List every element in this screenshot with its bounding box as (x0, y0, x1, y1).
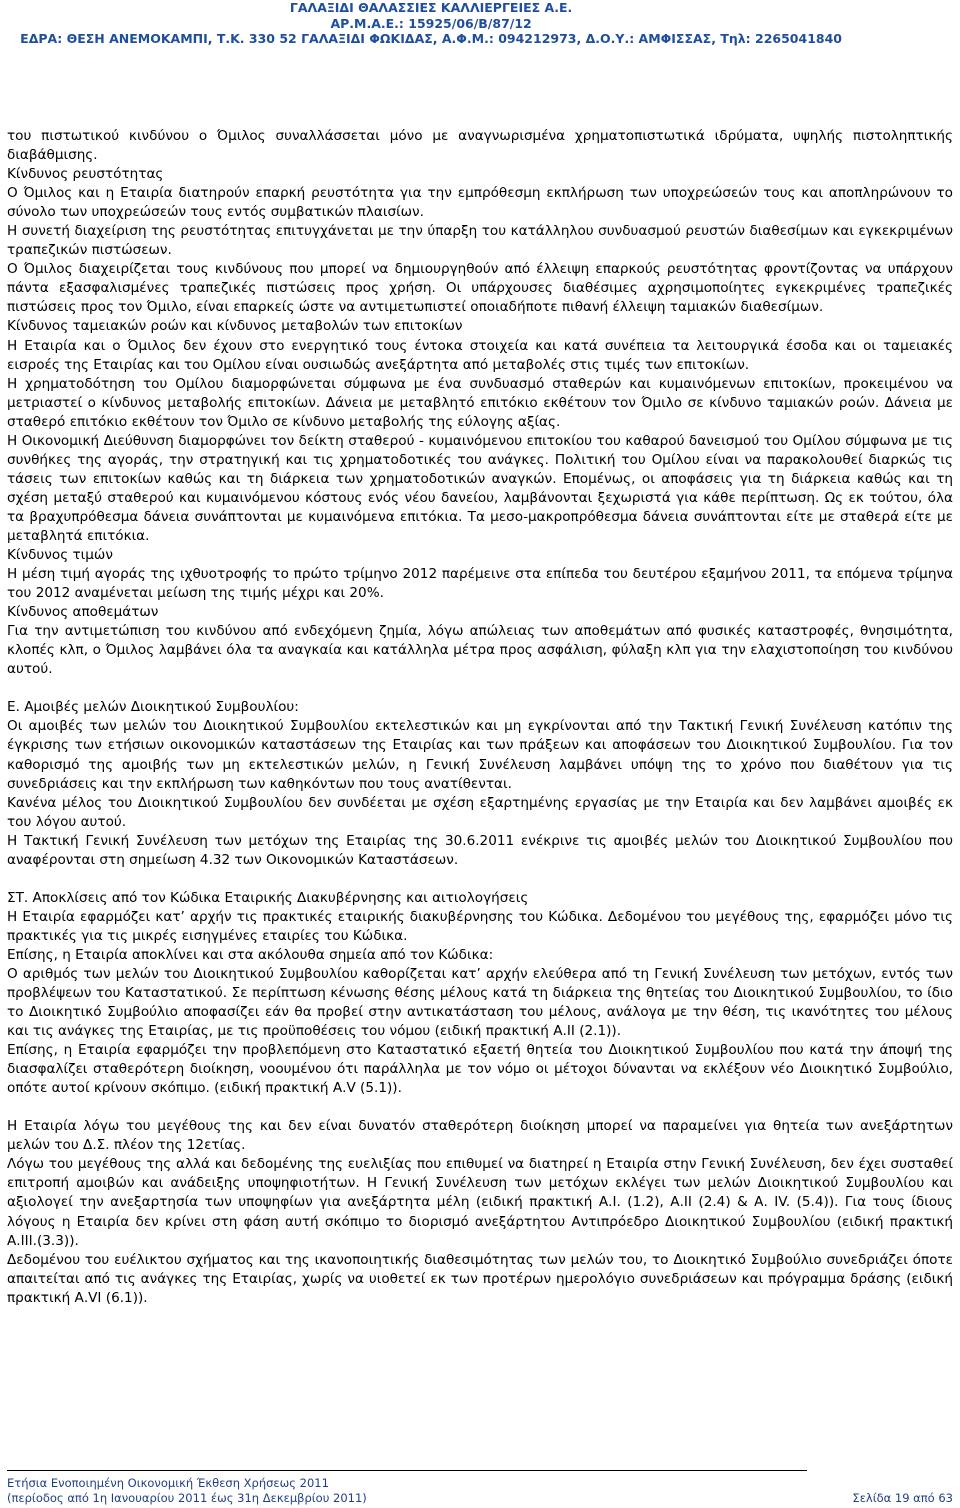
paragraph: Για την αντιμετώπιση του κινδύνου από ενδεχόμενη ζημία, λόγω απώλειας των αποθεμάτων από φυσικές καταστροφές, θνησιμότητα, κλοπές κλπ, ο Όμιλος λαμβάνει όλα τα αναγκαία και κατάλληλα μέτρα προς ασφάλιση, φύλαξη κλπ για την ελαχιστοποίηση του κινδύνου αυτού. (7, 623, 953, 678)
paragraph: Η Εταιρία και ο Όμιλος δεν έχουν στο ενεργητικό τους έντοκα στοιχεία και κατά συνέπεια τα λειτουργικά έσοδα και οι ταμειακές εισροές της Εταιρίας και του Ομίλου είναι ουσιωδώς ανεξάρτητα από μεταβολές στις τιμές των επιτοκίων. (7, 337, 953, 373)
paragraph: Η συνετή διαχείριση της ρευστότητας επιτυγχάνεται με την ύπαρξη του κατάλληλου συνδυασμού ρευστών διαθεσίμων και εγκεκριμένων τραπεζικών πιστώσεων. (7, 223, 953, 259)
paragraph: Δεδομένου του ευέλικτου σχήματος και της ικανοποιητικής διαθεσιμότητας των μελών του, το Διοικητικό Συμβούλιο συνεδριάζει όποτε απαιτείται από τις ανάγκες της Εταιρίας, χωρίς να υιοθετεί εκ των προτέρων ημερολόγιο συνεδριάσεων και πρόγραμμα δράσης (ειδική πρακτική Α.VI (6.1)). (7, 1251, 953, 1306)
paragraph: του πιστωτικού κινδύνου ο Όμιλος συναλλάσσεται μόνο με αναγνωρισμένα χρηματοπιστωτικά ιδρύματα, υψηλής πιστοληπτικής διαβάθμισης. (7, 128, 953, 164)
section-heading: Κίνδυνος ταμειακών ροών και κίνδυνος μεταβολών των επιτοκίων (7, 318, 463, 335)
paragraph: Η Οικονομική Διεύθυνση διαμορφώνει τον δείκτη σταθερού - κυμαινόμενου επιτοκίου του καθαρού δανεισμού του Ομίλου σύμφωνα με τις συνθήκες της αγοράς, την στρατηγική και τις χρηματοδοτικές του ανάγκες. Πολιτική του Ομίλου είναι να παρακολουθεί διαρκώς τις τάσεις των επιτοκίων καθώς και τη διάρκεια των χρηματοδοτικών αναγκών. Επομένως, οι αποφάσεις για τη διάρκεια καθώς και τη σχέση μεταξύ σταθερού και κυμαινόμενου κόστους ενός νέου δανείου, λαμβάνονται ξεχωριστά για κάθε περίπτωση. Ως εκ τούτου, όλα τα βραχυπρόθεσμα δάνεια συνάπτονται με κυμαινόμενα επιτόκια. Τα μεσο-μακροπρόθεσμα δάνεια συνάπτονται είτε με σταθερά είτε με μεταβλητά επιτόκια. (7, 432, 953, 544)
spacer (7, 679, 953, 698)
company-header (20, 0, 842, 47)
page-number: Σελίδα 19 από 63 (852, 1491, 953, 1505)
paragraph: Η Εταιρία λόγω του μεγέθους της και δεν είναι δυνατόν σταθερότερη διοίκηση μπορεί να παραμείνει για θητεία των ανεξάρτητων μελών του Δ.Σ. πλέον της 12ετίας. (7, 1118, 953, 1154)
paragraph: Ο Όμιλος και η Εταιρία διατηρούν επαρκή ρευστότητα για την εμπρόθεσμη εκπλήρωση των υποχρεώσεών τους και αποπληρώνουν το σύνολο των υποχρεώσεών τους εντός συμβατικών πλαισίων. (7, 185, 953, 221)
paragraph: Η Τακτική Γενική Συνέλευση των μετόχων της Εταιρίας της 30.6.2011 ενέκρινε τις αμοιβές μελών του Διοικητικού Συμβουλίου που αναφέρονται στη σημείωση 4.32 των Οικονομικών Καταστάσεων. (7, 832, 953, 868)
paragraph: Οι αμοιβές των μελών του Διοικητικού Συμβουλίου εκτελεστικών και μη εγκρίνονται από την Τακτική Γενική Συνέλευση κατόπιν της έγκρισης των ετήσιων οικονομικών καταστάσεων της Εταιρίας και των πράξεων και αποφάσεων του Διοικητικού Συμβουλίου. Για τον καθορισμό της αμοιβής των μη εκτελεστικών μελών, η Γενική Συνέλευση λαμβάνει υπόψη της το χρόνο που διαθέτουν για τις συνεδριάσεις και την εκπλήρωση των καθηκόντων που τους ανατίθενται. (7, 718, 953, 792)
company-address: ΕΔΡΑ: ΘΕΣΗ ΑΝΕΜΟΚΑΜΠΙ, Τ.Κ. 330 52 ΓΑΛΑΞΙΔΙ ΦΩΚΙΔΑΣ, Α.Φ.Μ.: 094212973, Δ.Ο.Υ.: ΑΜΦΙΣΣΑΣ, Τηλ: 2265041840 (20, 31, 842, 46)
section-heading: Κίνδυνος ρευστότητας (7, 166, 164, 183)
paragraph: Ο αριθμός των μελών του Διοικητικού Συμβουλίου καθορίζεται κατ’ αρχήν ελεύθερα από τη Γενική Συνέλευση των μετόχων, εντός των προβλέψεων του Καταστατικού. Σε περίπτωση κένωσης θέσης μέλους κατά τη διάρκεια της θητείας του Διοικητικού Συμβουλίου, το ίδιο το Διοικητικό Συμβούλιο αποφασίζει εάν θα προβεί στην αντικατάσταση του μέλους, ανάλογα με την θέση, τις ικανότητες του μέλους και τις ανάγκες της Εταιρίας, με τις προϋποθέσεις του νόμου (ειδική πρακτική Α.ΙΙ (2.1)). (7, 965, 953, 1040)
document-body (7, 127, 953, 1308)
paragraph: Η Εταιρία εφαρμόζει κατ’ αρχήν τις πρακτικές εταιρικής διακυβέρνησης του Κώδικα. Δεδομένου του μεγέθους της, εφαρμόζει μόνο τις πρακτικές για τις μικρές εισηγμένες εταιρίες του Κώδικα. (7, 908, 953, 944)
report-title: Ετήσια Ενοποιημένη Οικονομική Έκθεση Χρήσεως 2011 (7, 1476, 329, 1490)
company-registration: ΑΡ.Μ.Α.Ε.: 15925/06/Β/87/12 (330, 15, 532, 31)
paragraph: Λόγω του μεγέθους της αλλά και δεδομένης της ευελιξίας που επιθυμεί να διατηρεί η Εταιρία στην Γενική Συνέλευση, δεν έχει συσταθεί επιτροπή αμοιβών και ανάδειξης υποψηφιοτήτων. Η Γενική Συνέλευση των μετόχων εκλέγει των μελών Διοικητικού Συμβουλίου και αξιολογεί την ανεξαρτησία των υποψηφίων για ανεξάρτητα μέλη (ειδική πρακτική Α.Ι. (1.2), Α.ΙΙ (2.4) & Α. IV. (5.4)). Για τους ίδιους λόγους η Εταιρία δεν κρίνει στη φάση αυτή σκόπιμο το διορισμό ανεξάρτητου Αντιπρόεδρο Διοικητικού Συμβουλίου (ειδική πρακτική Α.ΙΙΙ.(3.3)). (7, 1156, 953, 1249)
company-name: ΓΑΛΑΞΙΔΙ ΘΑΛΑΣΣΙΕΣ ΚΑΛΛΙΕΡΓΕΙΕΣ Α.Ε. (289, 0, 573, 15)
section-heading: Κίνδυνος τιμών (7, 547, 113, 564)
paragraph: Η μέση τιμή αγοράς της ιχθυοτροφής το πρώτο τρίμηνο 2012 παρέμεινε στα επίπεδα του δευτέρου εξαμήνου 2011, τα επόμενα τρίμηνα του 2012 αναμένεται μείωση της τιμής μέχρι και 20%. (7, 566, 953, 602)
section-heading: Κίνδυνος αποθεμάτων (7, 604, 159, 621)
page-footer (7, 1476, 953, 1506)
paragraph: Κανένα μέλος του Διοικητικού Συμβουλίου δεν συνδέεται με σχέση εξαρτημένης εργασίας με την Εταιρία και δεν λαμβάνει αμοιβές εκ του λόγου αυτού. (7, 794, 953, 830)
paragraph: Επίσης, η Εταιρία εφαρμόζει την προβλεπόμενη στο Καταστατικό εξαετή θητεία του Διοικητικού Συμβουλίου που κατά την άποψή της διασφαλίζει σταθερότερη διοίκηση, νοουμένου ότι παράλληλα με τον νόμο οι μέτοχοι δύνανται να εκλέξουν νέο Διοικητικό Συμβούλιο, οπότε αυτοί κρίνουν σκόπιμο. (ειδική πρακτική Α.V (5.1)). (7, 1042, 953, 1097)
section-heading: Ε. Αμοιβές μελών Διοικητικού Συμβουλίου: (7, 699, 299, 716)
report-period: (περίοδος από 1η Ιανουαρίου 2011 έως 31η Δεκεμβρίου 2011) (7, 1491, 367, 1505)
section-heading: ΣΤ. Αποκλίσεις από τον Κώδικα Εταιρικής Διακυβέρνησης και αιτιολογήσεις (7, 889, 529, 906)
spacer (7, 870, 953, 889)
paragraph: Ο Όμιλος διαχειρίζεται τους κινδύνους που μπορεί να δημιουργηθούν από έλλειψη επαρκούς ρευστότητας φροντίζοντας να υπάρχουν πάντα εξασφαλισμένες τραπεζικές πιστώσεις προς χρήση. Οι υπάρχουσες διαθέσιμες αχρησιμοποίητες εγκεκριμένες τραπεζικές πιστώσεις προς τον Όμιλο, είναι επαρκείς ώστε να αντιμετωπιστεί οποιαδήποτε πιθανή έλλειψη ταμιακών διαθεσίμων. (7, 261, 953, 316)
paragraph: Επίσης, η Εταιρία αποκλίνει και στα ακόλουθα σημεία από τον Κώδικα: (7, 946, 494, 963)
spacer (7, 1098, 953, 1117)
paragraph: Η χρηματοδότηση του Ομίλου διαμορφώνεται σύμφωνα με ένα συνδυασμό σταθερών και κυμαινόμενων επιτοκίων, προκειμένου να μετριαστεί ο κίνδυνος μεταβολής επιτοκίων. Δάνεια με μεταβλητό επιτόκιο εκθέτουν τον Όμιλο σε κίνδυνο ταμιακών ροών. Δάνεια με σταθερό επιτόκιο εκθέτουν τον Όμιλο σε κίνδυνο μεταβολής της εύλογης αξίας. (7, 375, 953, 430)
footer-divider (7, 1470, 807, 1471)
